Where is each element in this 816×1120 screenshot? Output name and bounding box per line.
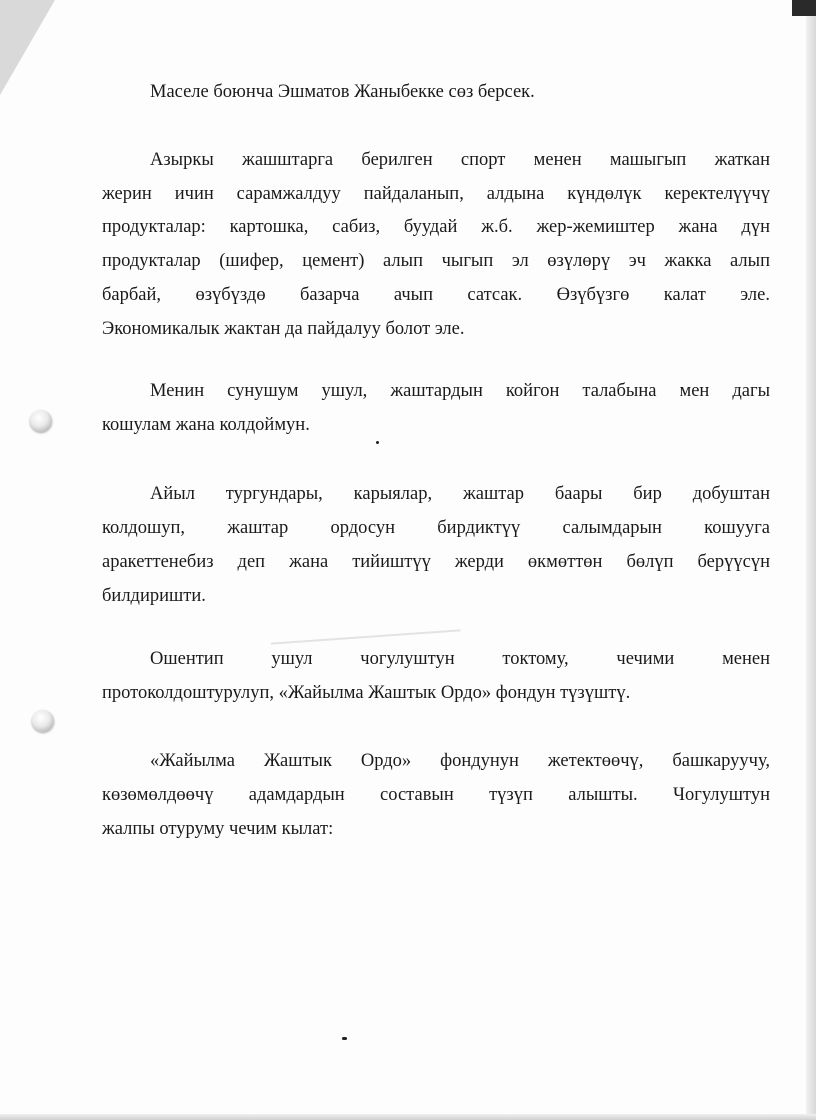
paragraph-line: Экономикалык жактан да пайдалуу болот эле. <box>102 319 465 339</box>
scan-speck <box>376 441 379 444</box>
paragraph-line: Менин сунушум ушул, жаштардын койгон талабына мен дагы <box>150 381 770 401</box>
paragraph-line: «Жайылма Жаштык Ордо» фондунун жетектөөчү, башкаруучу, <box>150 751 770 771</box>
paragraph-line: аракеттенебиз деп жана тийиштүү жерди өкмөттөн бөлүп берүүсүн <box>102 552 770 572</box>
paragraph-line: продукталар: картошка, сабиз, буудай ж.б. жер-жемиштер жана дүн <box>102 217 770 237</box>
paragraph-line: продукталар (шифер, цемент) алып чыгып эл өзүлөрү эч жакка алып <box>102 251 770 271</box>
scan-speck <box>342 1037 347 1040</box>
paragraph-line: Ошентип ушул чогулуштун токтому, чечими менен <box>150 649 770 669</box>
paragraph-line: протоколдоштурулуп, «Жайылма Жаштык Ордо» фондун түзүштү. <box>102 683 631 703</box>
paragraph-line: Айыл тургундары, карыялар, жаштар баары бир добуштан <box>150 484 770 504</box>
paragraph-line: жерин ичин сарамжалдуу пайдаланып, алдына күндөлүк керектелүүчү <box>102 184 770 204</box>
paragraph-line: көзөмөлдөөчү адамдардын составын түзүп алышты. Чогулуштун <box>102 785 770 805</box>
paragraph-line: Азыркы жашштарга берилген спорт менен машыгып жаткан <box>150 150 770 170</box>
paragraph-line: кошулам жана колдоймун. <box>102 415 310 435</box>
paragraph-line: колдошуп, жаштар ордосун бирдиктүү салымдарын кошууга <box>102 518 770 538</box>
paragraph-line: жалпы отуруму чечим кылат: <box>102 819 334 839</box>
paragraph-line: барбай, өзүбүздө базарча ачып сатсак. Өзүбүзгө калат эле. <box>102 285 770 305</box>
paragraph-line: билдиришти. <box>102 586 206 606</box>
paragraph-line: Маселе боюнча Эшматов Жаныбекке сөз берсек. <box>150 82 535 102</box>
